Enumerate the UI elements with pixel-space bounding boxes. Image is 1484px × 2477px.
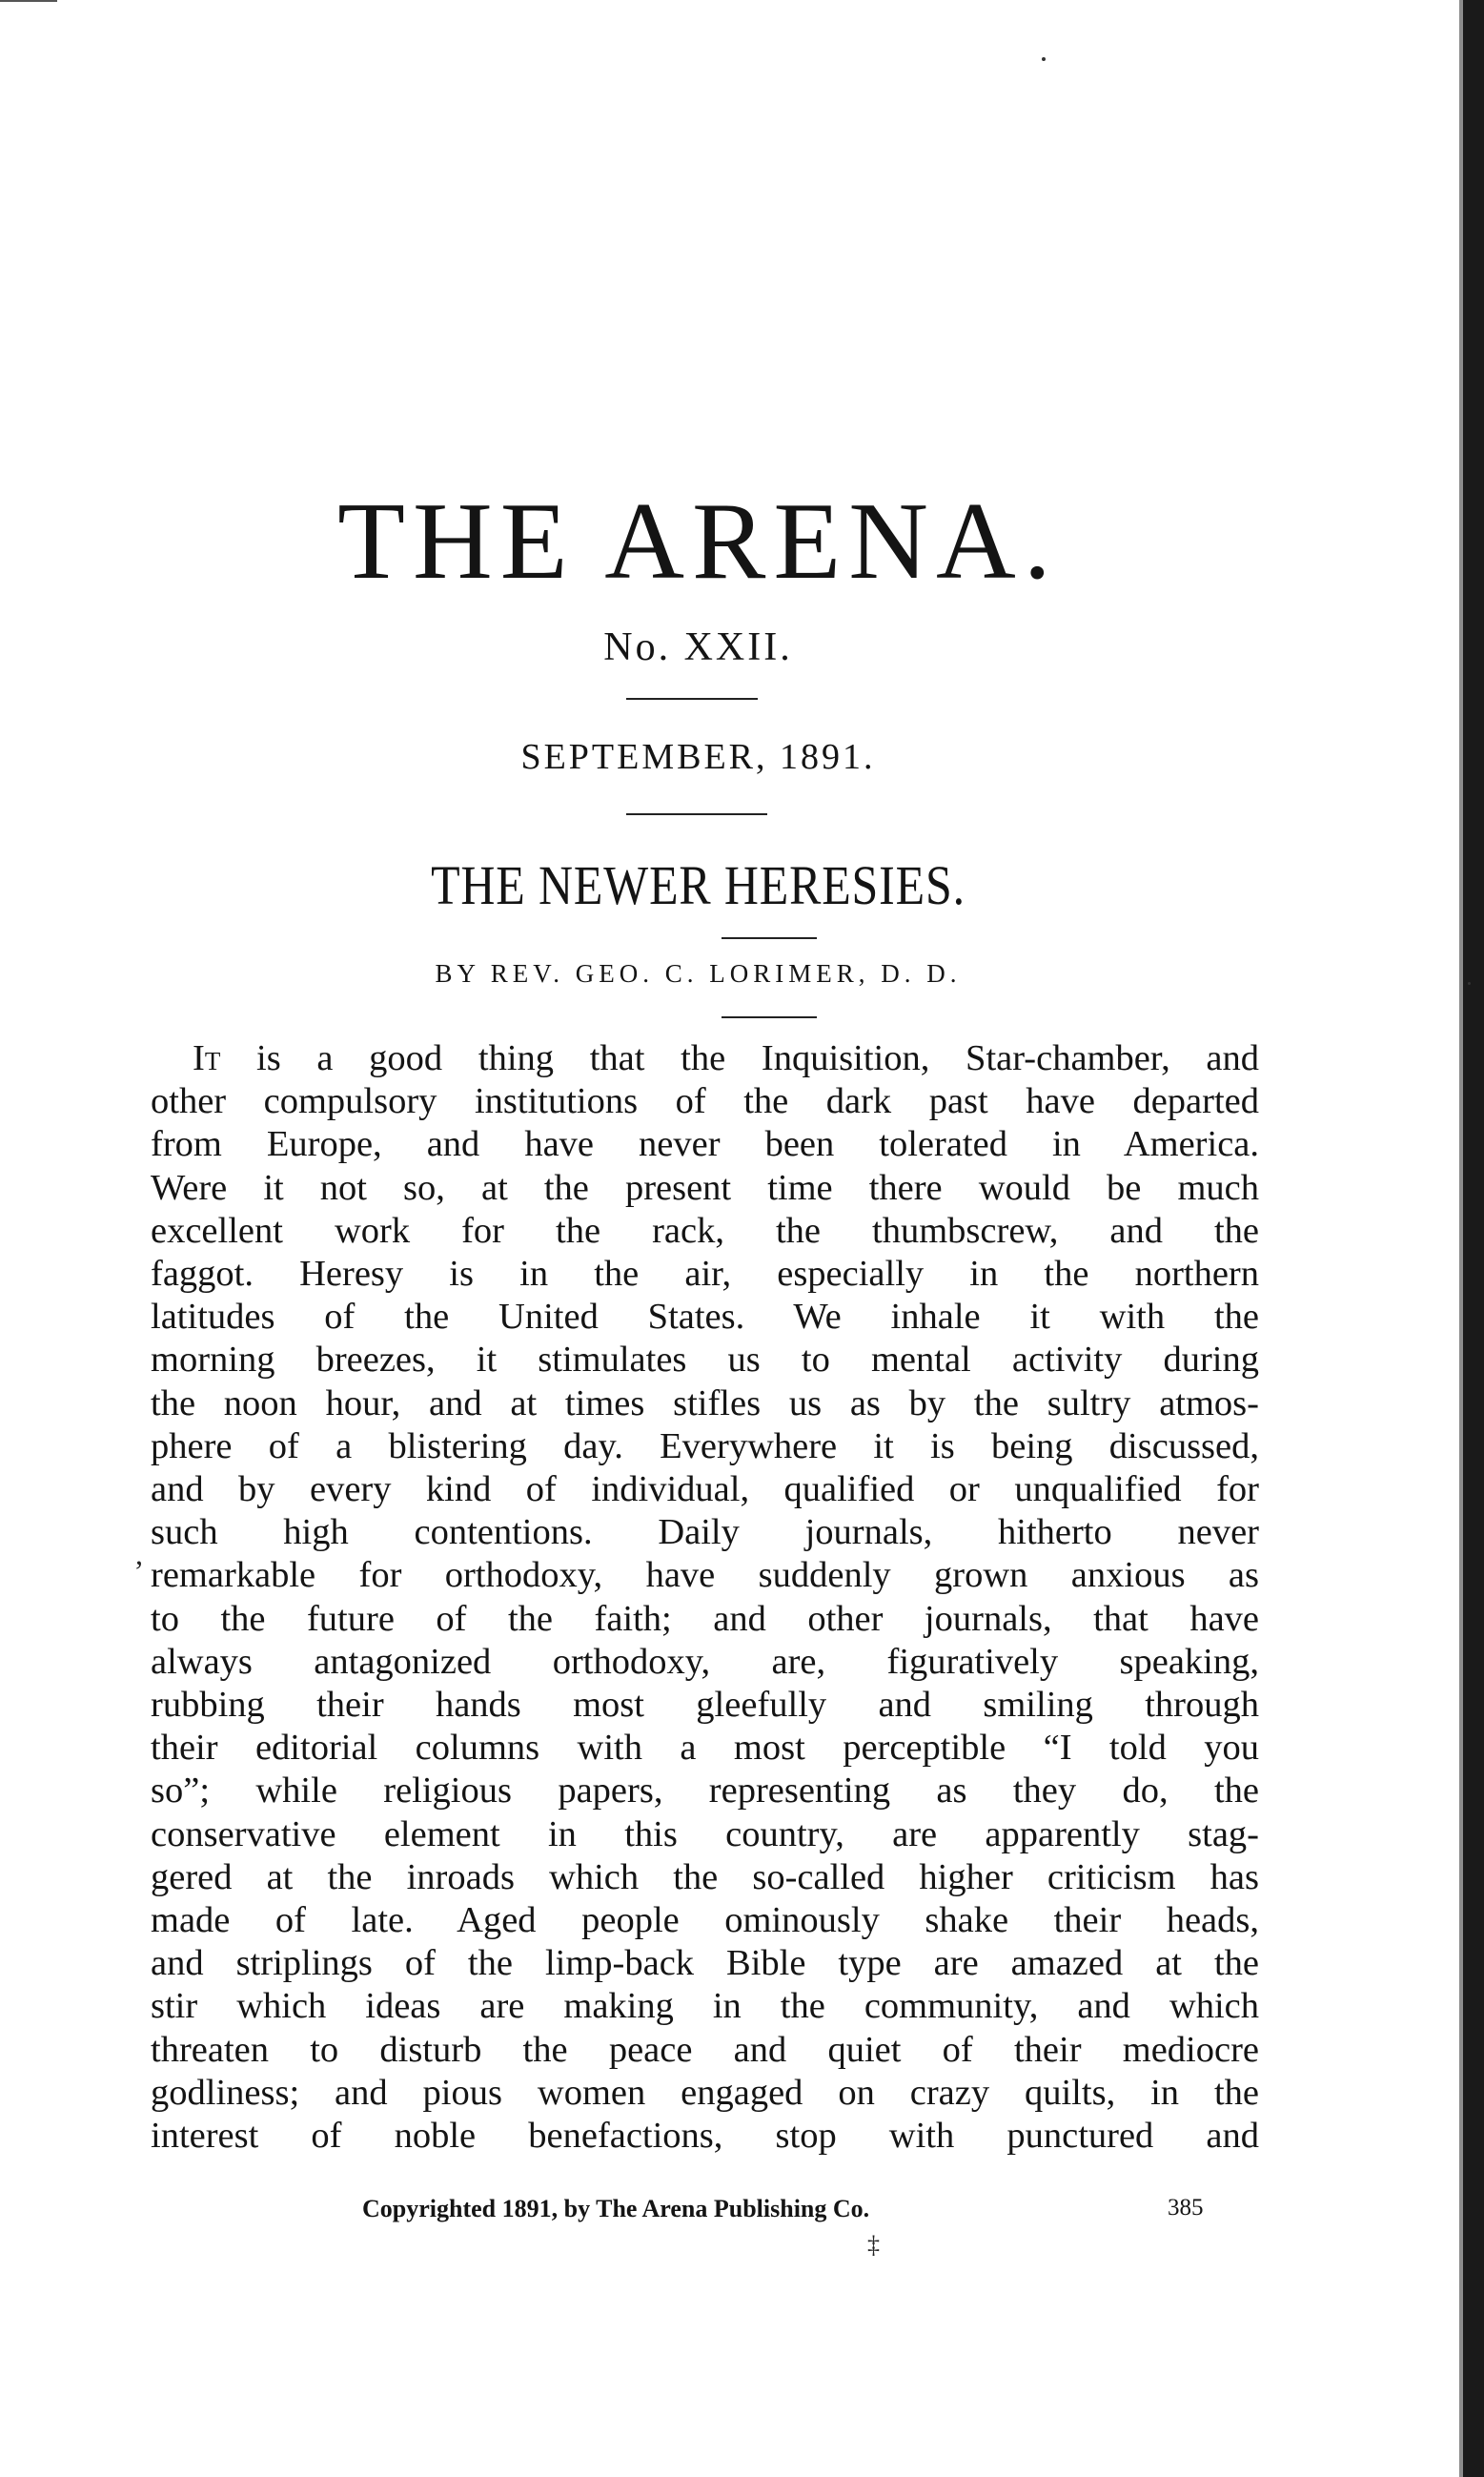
body-line: and striplings of the limp-back Bible type are amazed at the — [151, 1943, 1259, 1984]
divider-rule — [722, 1016, 817, 1018]
margin-mark: ‡ — [867, 2231, 880, 2259]
divider-rule — [626, 698, 758, 700]
article-byline: BY REV. GEO. C. LORIMER, D. D. — [435, 959, 962, 988]
body-line: conservative element in this country, are apparently stag- — [151, 1813, 1259, 1854]
body-line: their editorial columns with a most perceptible “I told you — [151, 1728, 1259, 1769]
body-line: excellent work for the rack, the thumbscrew, and the — [151, 1210, 1259, 1251]
body-line: faggot. Heresy is in the air, especially in the northern — [151, 1254, 1259, 1295]
body-line: It is a good thing that the Inquisition, Star-chamber, and — [193, 1038, 1259, 1078]
body-line: to the future of the faith; and other journals, that have — [151, 1598, 1259, 1639]
body-line: latitudes of the United States. We inhale it with the — [151, 1297, 1259, 1338]
body-line: rubbing their hands most gleefully and smiling through — [151, 1685, 1259, 1726]
scan-speck — [1042, 57, 1046, 61]
margin-mark: , — [135, 1537, 143, 1571]
body-line: threaten to disturb the peace and quiet of their mediocre — [151, 2029, 1259, 2070]
scan-edge-mark — [0, 0, 57, 2]
body-line: remarkable for orthodoxy, have suddenly grown anxious as — [151, 1555, 1259, 1596]
divider-rule — [722, 937, 817, 939]
body-line: interest of noble benefactions, stop with punctured and — [151, 2116, 1259, 2157]
body-line: such high contentions. Daily journals, hitherto never — [151, 1512, 1259, 1553]
lead-word: It — [193, 1038, 221, 1078]
body-line: from Europe, and have never been tolerated in America. — [151, 1124, 1259, 1165]
body-line: made of late. Aged people ominously shake their heads, — [151, 1900, 1259, 1941]
body-line: gered at the inroads which the so-called higher criticism has — [151, 1856, 1259, 1897]
copyright-notice: Copyrighted 1891, by The Arena Publishing Co. — [362, 2195, 870, 2222]
page-number: 385 — [1168, 2195, 1204, 2221]
body-line: so”; while religious papers, representing as they do, the — [151, 1771, 1259, 1812]
issue-date: SEPTEMBER, 1891. — [520, 737, 876, 777]
body-line: morning breezes, it stimulates us to mental activity during — [151, 1340, 1259, 1381]
divider-rule — [626, 813, 767, 815]
article-title: THE NEWER HERESIES. — [431, 854, 966, 916]
body-line: godliness; and pious women engaged on crazy quilts, in the — [151, 2072, 1259, 2113]
issue-number: No. XXII. — [603, 625, 793, 669]
body-line: the noon hour, and at times stifles us as by the sultry atmos- — [151, 1382, 1259, 1423]
journal-title: THE ARENA. — [337, 481, 1059, 603]
body-line: always antagonized orthodoxy, are, figuratively speaking, — [151, 1641, 1259, 1682]
body-line: stir which ideas are making in the community, and which — [151, 1986, 1259, 2027]
page-edge — [1463, 0, 1484, 2477]
body-line: other compulsory institutions of the dark past have departed — [151, 1081, 1259, 1122]
body-line: phere of a blistering day. Everywhere it is being discussed, — [151, 1425, 1259, 1466]
article-body — [151, 1037, 1259, 2158]
body-line: and by every kind of individual, qualified or unqualified for — [151, 1469, 1259, 1510]
body-line: Were it not so, at the present time there would be much — [151, 1167, 1259, 1208]
scan-speck — [1468, 982, 1471, 985]
